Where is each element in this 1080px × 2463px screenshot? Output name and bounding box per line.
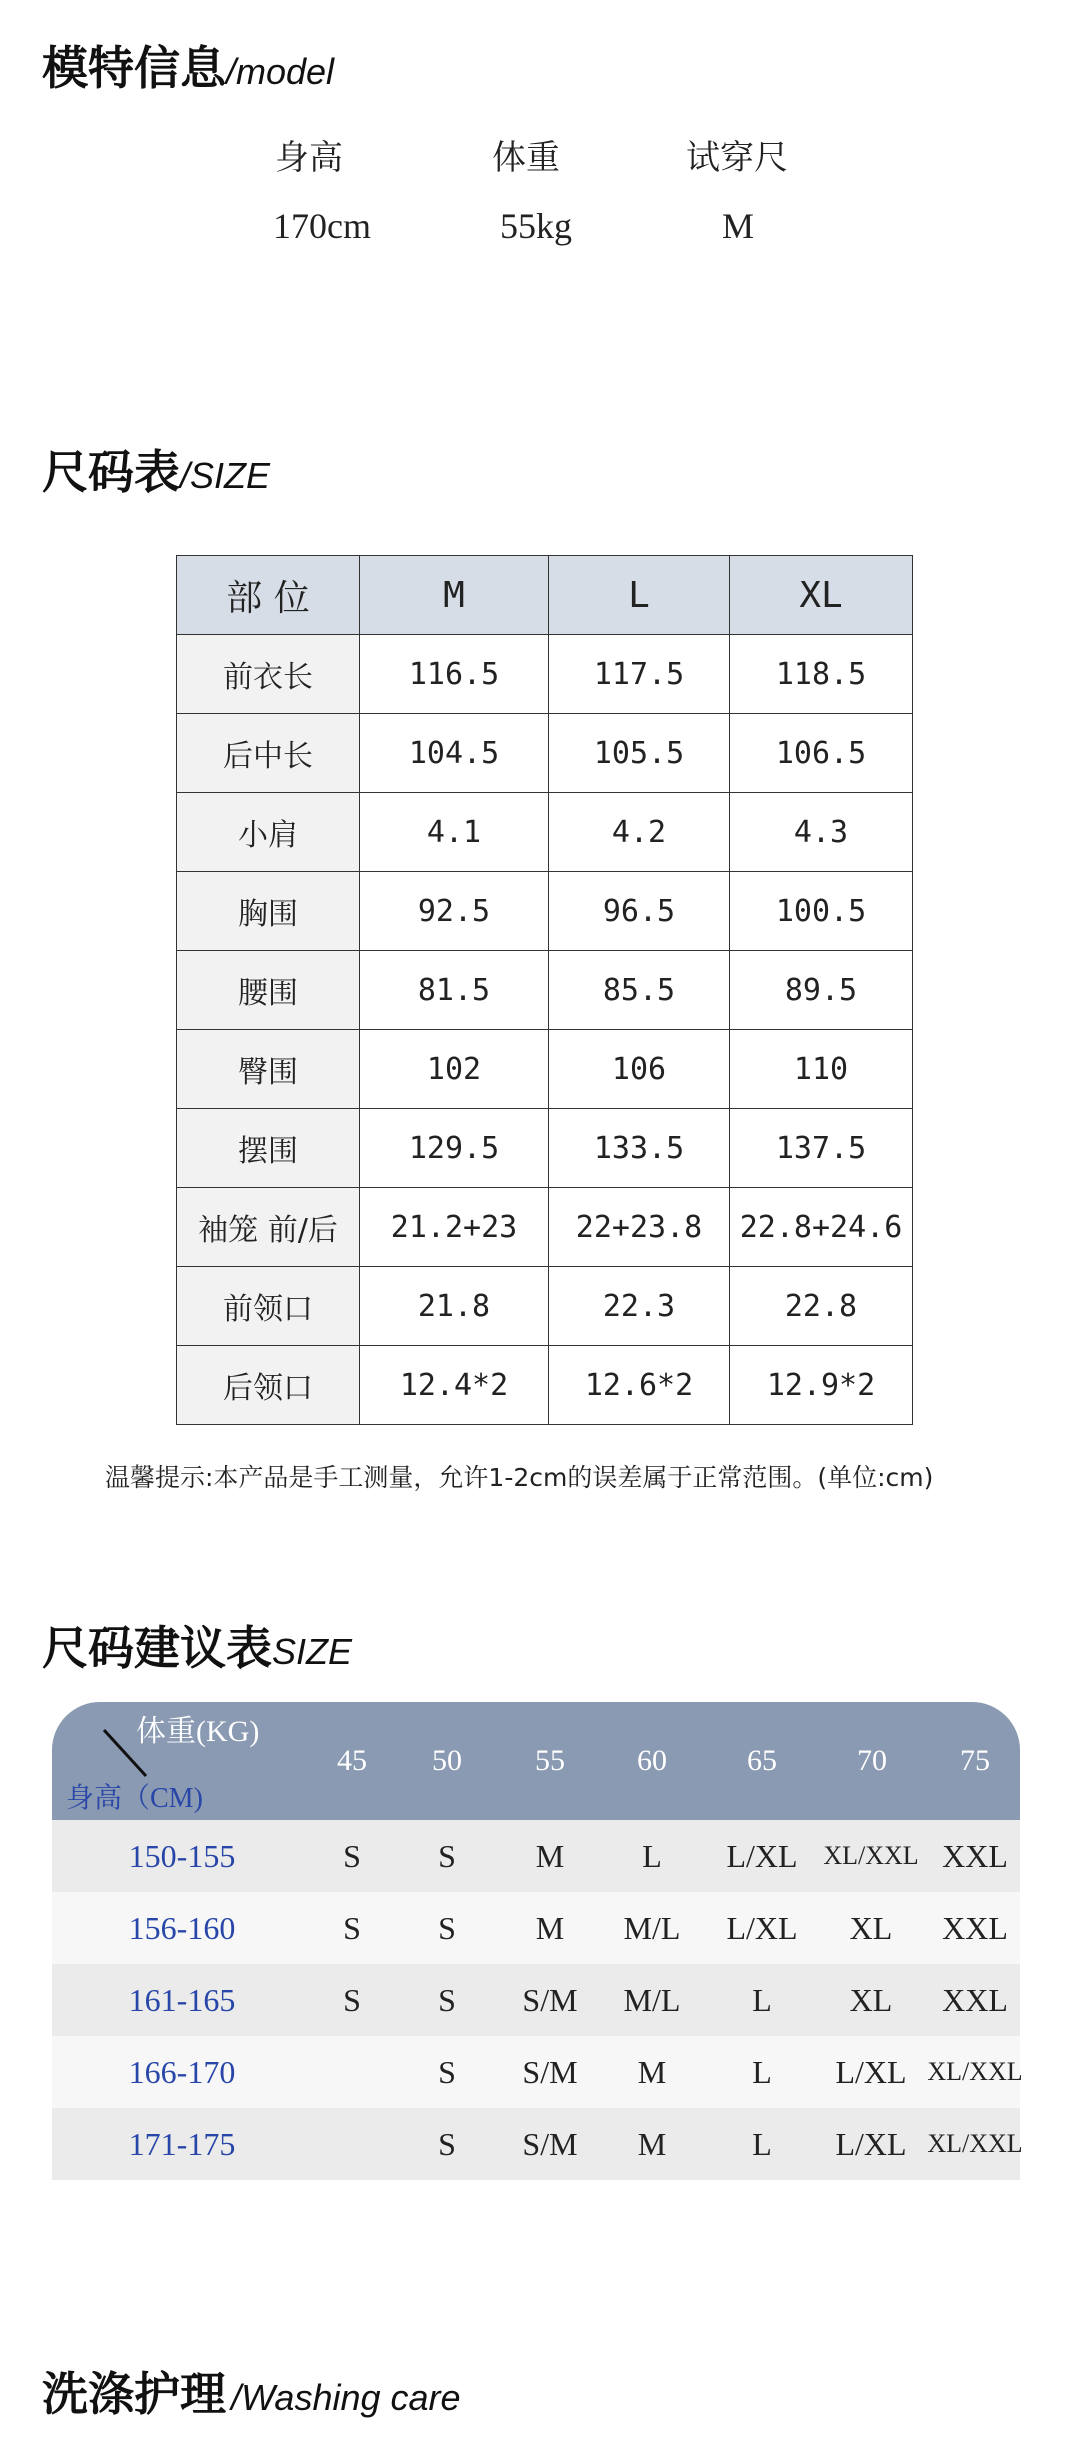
weight-col-header: 55 <box>535 1744 565 1777</box>
cell-m: 92.5 <box>360 872 549 951</box>
size-cell <box>312 2108 392 2180</box>
row-label: 后领口 <box>177 1346 360 1425</box>
weight-axis-label: 体重(KG) <box>136 1715 260 1748</box>
cell-xl: 22.8 <box>730 1267 913 1346</box>
size-cell: S <box>343 1909 361 1946</box>
size-cell: L/XL <box>726 1837 798 1874</box>
size-cell: M/L <box>623 1909 681 1946</box>
cell-xl: 12.9*2 <box>730 1346 913 1425</box>
weight-col-header: 70 <box>857 1744 887 1777</box>
weight-col-header: 65 <box>747 1744 777 1777</box>
recommend-row <box>52 1820 1020 1892</box>
height-range: 166-170 <box>128 2053 236 2090</box>
size-cell: S/M <box>522 2125 578 2162</box>
height-range: 156-160 <box>128 1909 236 1946</box>
cell-xl: 106.5 <box>730 714 913 793</box>
cell-l: 12.6*2 <box>549 1346 730 1425</box>
weight-col-header: 50 <box>432 1744 462 1777</box>
table-row <box>177 714 913 793</box>
cell-xl: 118.5 <box>730 635 913 714</box>
size-cell: S <box>438 2053 456 2090</box>
size-cell: S <box>438 1837 456 1874</box>
row-label: 胸围 <box>177 872 360 951</box>
row-label: 臀围 <box>177 1030 360 1109</box>
cell-xl: 100.5 <box>730 872 913 951</box>
size-header-xl: XL <box>730 556 913 635</box>
size-cell: XL <box>849 1909 893 1946</box>
height-range: 150-155 <box>128 1837 236 1874</box>
recommend-row <box>52 1964 1020 2036</box>
cell-l: 105.5 <box>549 714 730 793</box>
cell-l: 96.5 <box>549 872 730 951</box>
table-row <box>177 1346 913 1425</box>
cell-m: 104.5 <box>360 714 549 793</box>
size-cell: L <box>752 1981 772 2018</box>
row-label: 后中长 <box>177 714 360 793</box>
table-row <box>177 793 913 872</box>
table-row <box>177 1030 913 1109</box>
model-value-weight: 55kg <box>500 206 572 246</box>
size-cell: XXL <box>942 1981 1008 2018</box>
weight-col-header: 75 <box>960 1744 990 1777</box>
row-label: 摆围 <box>177 1109 360 1188</box>
table-row <box>177 1267 913 1346</box>
size-title-en: /SIZE <box>180 455 271 496</box>
size-section-title <box>42 436 270 502</box>
cell-l: 133.5 <box>549 1109 730 1188</box>
measurement-tip: 温馨提示:本产品是手工测量，允许1-2cm的误差属于正常范围。(单位:cm) <box>105 1463 934 1492</box>
cell-xl: 4.3 <box>730 793 913 872</box>
height-range: 161-165 <box>128 1981 236 2018</box>
table-row <box>177 635 913 714</box>
model-header-height: 身高 <box>275 138 343 178</box>
size-recommendation-table <box>52 1702 1023 2180</box>
size-cell: L <box>642 1837 662 1874</box>
size-cell: S <box>438 1981 456 2018</box>
model-header-size: 试穿尺 <box>686 138 788 178</box>
size-cell: XL <box>849 1981 893 2018</box>
cell-xl: 89.5 <box>730 951 913 1030</box>
model-title-en: /model <box>226 51 335 92</box>
recommend-section-title <box>42 1612 352 1678</box>
size-cell: M <box>637 2125 667 2162</box>
cell-xl: 110 <box>730 1030 913 1109</box>
size-cell: XXL <box>942 1909 1008 1946</box>
size-cell: S/M <box>522 1981 578 2018</box>
height-axis-label: 身高（CM) <box>66 1783 203 1814</box>
weight-col-header: 45 <box>337 1744 367 1777</box>
row-label: 前领口 <box>177 1267 360 1346</box>
cell-m: 12.4*2 <box>360 1346 549 1425</box>
size-cell: M/L <box>623 1981 681 2018</box>
size-cell: L/XL <box>726 1909 798 1946</box>
size-cell: XL/XXL <box>927 2057 1023 2086</box>
size-cell: M <box>535 1909 565 1946</box>
row-label: 腰围 <box>177 951 360 1030</box>
cell-m: 102 <box>360 1030 549 1109</box>
size-cell: S <box>438 1909 456 1946</box>
washing-title-zh: 洗涤护理 <box>42 2367 226 2421</box>
cell-m: 81.5 <box>360 951 549 1030</box>
cell-l: 4.2 <box>549 793 730 872</box>
size-cell: XL/XXL <box>823 1841 919 1870</box>
table-row <box>177 872 913 951</box>
table-row <box>177 1109 913 1188</box>
height-range: 171-175 <box>128 2125 236 2162</box>
row-label: 小肩 <box>177 793 360 872</box>
cell-l: 106 <box>549 1030 730 1109</box>
size-cell: L <box>752 2125 772 2162</box>
size-cell: XL/XXL <box>927 2129 1023 2158</box>
cell-xl: 22.8+24.6 <box>730 1188 913 1267</box>
row-label: 袖笼 前/后 <box>177 1188 360 1267</box>
size-header-part: 部 位 <box>177 556 360 635</box>
cell-m: 129.5 <box>360 1109 549 1188</box>
size-cell <box>312 2036 392 2108</box>
washing-title-en: /Washing care <box>231 2377 461 2418</box>
size-cell: S <box>438 2125 456 2162</box>
size-header-l: L <box>549 556 730 635</box>
weight-col-header: 60 <box>637 1744 667 1777</box>
size-cell: M <box>535 1837 565 1874</box>
cell-m: 116.5 <box>360 635 549 714</box>
recommend-row <box>52 2036 1023 2108</box>
size-cell: S/M <box>522 2053 578 2090</box>
washing-section-title <box>42 2358 461 2424</box>
size-table-header-row <box>177 556 913 635</box>
cell-m: 21.8 <box>360 1267 549 1346</box>
size-cell: L/XL <box>835 2125 907 2162</box>
size-cell: L <box>752 2053 772 2090</box>
model-title-zh: 模特信息 <box>42 41 226 95</box>
table-row <box>177 1188 913 1267</box>
size-cell: S <box>343 1837 361 1874</box>
size-cell: XXL <box>942 1837 1008 1874</box>
cell-l: 22+23.8 <box>549 1188 730 1267</box>
model-section-title <box>42 32 334 98</box>
model-value-height: 170cm <box>273 206 371 246</box>
table-row <box>177 951 913 1030</box>
cell-xl: 137.5 <box>730 1109 913 1188</box>
diagonal-divider <box>102 1728 150 1780</box>
cell-l: 117.5 <box>549 635 730 714</box>
model-header-weight: 体重 <box>492 138 560 178</box>
cell-l: 85.5 <box>549 951 730 1030</box>
recommend-title-zh: 尺码建议表 <box>42 1621 272 1675</box>
size-cell: S <box>343 1981 361 2018</box>
model-value-size: M <box>722 206 755 246</box>
size-cell: L/XL <box>835 2053 907 2090</box>
size-cell: M <box>637 2053 667 2090</box>
size-table <box>176 555 913 1425</box>
recommend-row <box>52 2108 1023 2180</box>
cell-l: 22.3 <box>549 1267 730 1346</box>
cell-m: 4.1 <box>360 793 549 872</box>
recommend-row <box>52 1892 1020 1964</box>
row-label: 前衣长 <box>177 635 360 714</box>
size-title-zh: 尺码表 <box>42 445 180 499</box>
recommend-title-en: SIZE <box>272 1631 353 1672</box>
size-header-m: M <box>360 556 549 635</box>
cell-m: 21.2+23 <box>360 1188 549 1267</box>
recommend-header-row <box>52 1702 1020 1820</box>
